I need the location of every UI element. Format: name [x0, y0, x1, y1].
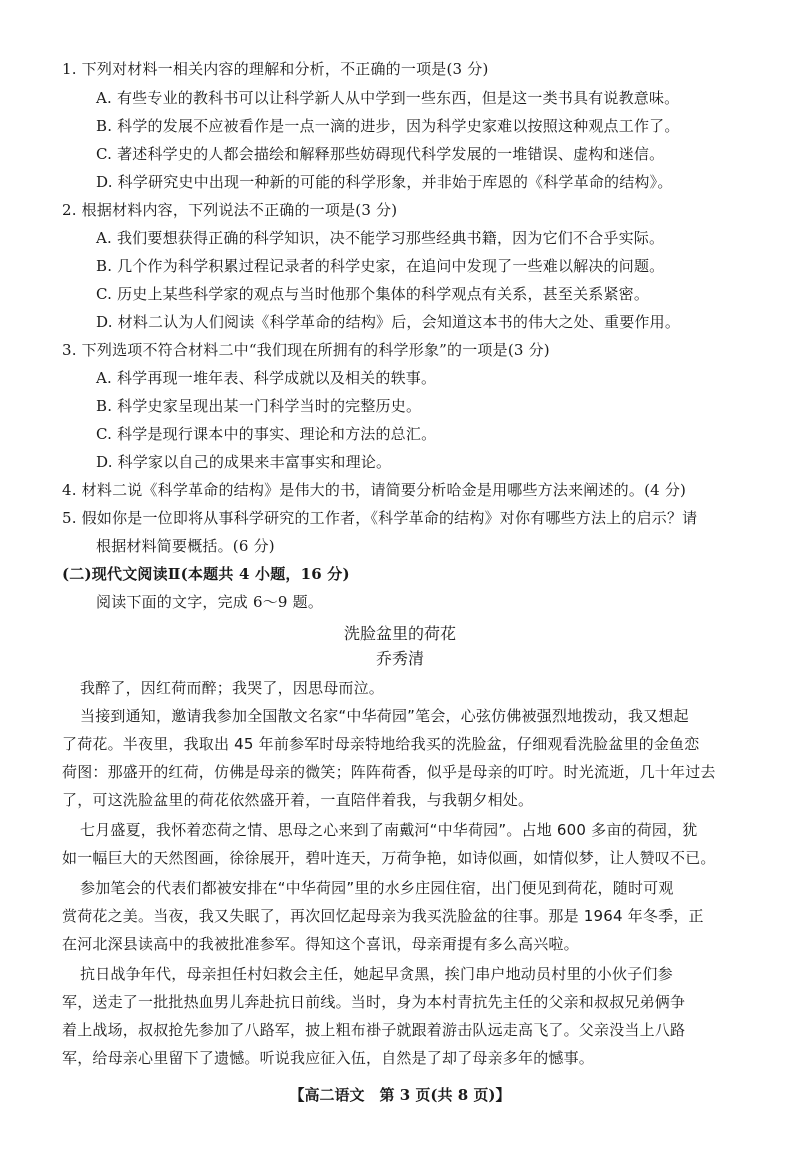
article-title: 洗脸盆里的荷花: [343, 624, 456, 643]
question-3-option-d: D. 科学家以自己的成果来丰富事实和理论。: [96, 453, 392, 471]
article-line: 军，给母亲心里留下了遗憾。听说我应征入伍，自然是了却了母亲多年的憾事。: [62, 1049, 595, 1067]
article-line: 参加笔会的代表们都被安排在“中华荷园”里的水乡庄园住宿，出门便见到荷花，随时可观: [80, 879, 674, 897]
question-2-option-d: D. 材料二认为人们阅读《科学革命的结构》后，会知道这本书的伟大之处、重要作用。: [96, 313, 681, 331]
article-line: 了荷花。半夜里，我取出 45 年前参军时母亲特地给我买的洗脸盆，仔细观看洗脸盆里的金鱼恋: [62, 735, 700, 753]
article-line: 当接到通知，邀请我参加全国散文名家“中华荷园”笔会，心弦仿佛被强烈地拨动，我又想起: [80, 707, 689, 725]
article-line: 着上战场，叔叔抢先参加了八路军，披上粗布褂子就跟着游击队远走高飞了。父亲没当上八路: [62, 1021, 686, 1039]
question-1-option-b: B. 科学的发展不应被看作是一点一滴的进步，因为科学史家难以按照这种观点工作了。: [96, 117, 680, 135]
article-line: 了，可这洗脸盆里的荷花依然盛开着，一直陪伴着我，与我朝夕相处。: [62, 791, 534, 809]
article-author: 乔秀清: [375, 649, 424, 668]
question-3-option-b: B. 科学史家呈现出某一门科学当时的完整历史。: [96, 397, 422, 415]
section-instruction: 阅读下面的文字，完成 6～9 题。: [96, 593, 324, 611]
question-3-stem: 3. 下列选项不符合材料二中“我们现在所拥有的科学形象”的一项是(3 分): [62, 341, 550, 359]
question-4: 4. 材料二说《科学革命的结构》是伟大的书，请简要分析哈金是用哪些方法来阐述的。(4 分): [62, 481, 687, 499]
article-line: 在河北深县读高中的我被批准参军。得知这个喜讯，母亲甭提有多么高兴啦。: [62, 935, 579, 953]
article-line: 赏荷花之美。当夜，我又失眠了，再次回忆起母亲为我买洗脸盆的往事。那是 1964 年冬季，正: [62, 907, 704, 925]
article-line: 我醉了，因红荷而醉；我哭了，因思母而泣。: [80, 679, 385, 697]
question-2-stem: 2. 根据材料内容，下列说法不正确的一项是(3 分): [62, 201, 398, 219]
question-3-option-a: A. 科学再现一堆年表、科学成就以及相关的轶事。: [96, 369, 437, 387]
page-footer: 【高二语文 第 3 页(共 8 页)】: [289, 1086, 511, 1104]
question-2-option-a: A. 我们要想获得正确的科学知识，决不能学习那些经典书籍，因为它们不合乎实际。: [96, 229, 665, 247]
article-line: 如一幅巨大的天然图画，徐徐展开，碧叶连天，万荷争艳，如诗似画，如情似梦，让人赞叹不已。: [62, 849, 716, 867]
article-line: 七月盛夏，我怀着恋荷之情、思母之心来到了南戴河“中华荷园”。占地 600 多亩的荷园，犹: [80, 821, 698, 839]
question-2-option-c: C. 历史上某些科学家的观点与当时他那个集体的科学观点有关系，甚至关系紧密。: [96, 285, 650, 303]
question-1-option-a: A. 有些专业的教科书可以让科学新人从中学到一些东西，但是这一类书具有说教意味。: [96, 89, 680, 107]
section-heading: (二)现代文阅读Ⅱ(本题共 4 小题，16 分): [62, 565, 350, 583]
question-2-option-b: B. 几个作为科学积累过程记录者的科学史家，在追问中发现了一些难以解决的问题。: [96, 257, 665, 275]
question-1-option-d: D. 科学研究史中出现一种新的可能的科学形象，并非始于库恩的《科学革命的结构》。: [96, 173, 673, 191]
question-1-stem: 1. 下列对材料一相关内容的理解和分析，不正确的一项是(3 分): [62, 60, 489, 78]
article-line: 抗日战争年代，母亲担任村妇救会主任，她起早贪黑，挨门串户地动员村里的小伙子们参: [80, 965, 673, 983]
question-5-line-2: 根据材料简要概括。(6 分): [96, 537, 275, 555]
question-5-line-1: 5. 假如你是一位即将从事科学研究的工作者，《科学革命的结构》对你有哪些方法上的启示？请: [62, 509, 698, 527]
article-line: 军，送走了一批批热血男儿奔赴抗日前线。当时，身为本村青抗先主任的父亲和叔叔兄弟俩争: [62, 993, 686, 1011]
question-1-option-c: C. 著述科学史的人都会描绘和解释那些妨碍现代科学发展的一堆错误、虚构和迷信。: [96, 145, 665, 163]
article-line: 荷图：那盛开的红荷，仿佛是母亲的微笑；阵阵荷香，似乎是母亲的叮咛。时光流逝，几十年过去: [62, 763, 716, 781]
question-3-option-c: C. 科学是现行课本中的事实、理论和方法的总汇。: [96, 425, 437, 443]
